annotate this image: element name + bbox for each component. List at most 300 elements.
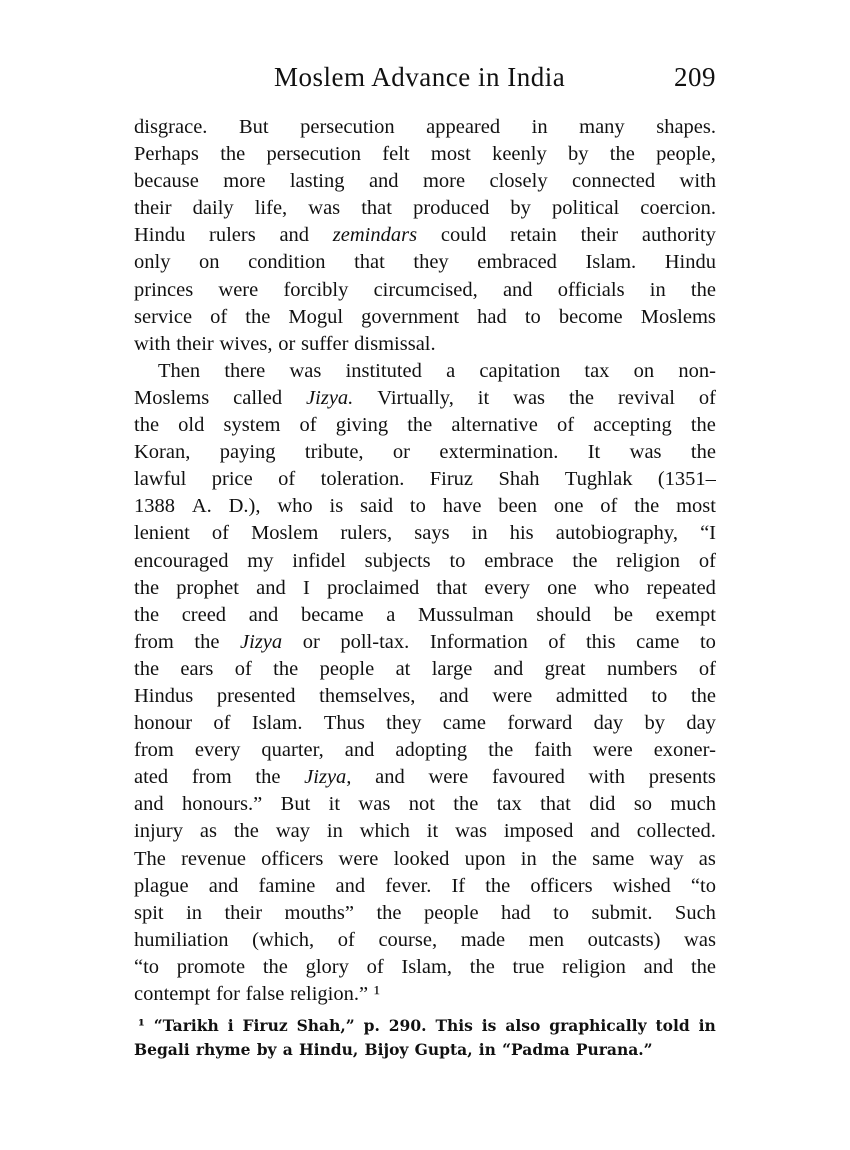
word: condition	[248, 251, 326, 274]
word: submit.	[591, 901, 653, 924]
word: was	[358, 793, 391, 816]
word: Shah	[498, 468, 540, 491]
word: and	[335, 874, 366, 897]
word: revenue	[181, 847, 246, 870]
word: contempt	[134, 983, 211, 1005]
word: from	[134, 739, 174, 762]
word: most	[676, 495, 716, 518]
word: was	[455, 820, 487, 843]
footnote-line	[134, 1038, 716, 1062]
word: repeated	[646, 576, 716, 599]
body-text	[134, 114, 716, 1008]
word: creed	[181, 603, 227, 626]
word: persecution	[300, 116, 395, 138]
word: to	[524, 305, 541, 328]
word: of	[557, 414, 575, 437]
word: Begali	[134, 1040, 190, 1060]
word: Such	[674, 901, 716, 924]
word: have	[442, 495, 482, 518]
word: the	[609, 143, 635, 166]
word: came	[636, 630, 680, 653]
word: that	[354, 251, 385, 274]
word: (1351–	[657, 468, 716, 491]
word: it	[477, 386, 490, 409]
text-line	[134, 466, 716, 493]
word: with	[588, 766, 625, 789]
word: and	[375, 766, 405, 789]
word: Mussulman	[417, 603, 514, 626]
word: infidel	[292, 549, 346, 572]
word: The	[134, 847, 166, 870]
word: life,	[254, 197, 288, 220]
word: old	[178, 414, 205, 437]
word: not	[408, 793, 435, 816]
word: “Tarikh	[153, 1016, 219, 1036]
text-line	[134, 575, 716, 602]
word: (which,	[252, 928, 315, 951]
word: Hindu	[134, 224, 186, 247]
word: religion	[562, 955, 626, 978]
word: circumcised,	[373, 278, 478, 301]
word: as	[199, 820, 217, 843]
word: spit	[134, 901, 164, 924]
word: much	[670, 793, 716, 816]
word: Islam.	[585, 251, 637, 274]
word: false	[245, 983, 285, 1005]
word: that	[540, 793, 571, 816]
word: also	[505, 1016, 541, 1036]
word: Shah,”	[296, 1016, 355, 1036]
text-line	[134, 764, 716, 791]
word: and	[256, 576, 286, 599]
word: only	[134, 251, 171, 274]
word: exoner-	[653, 739, 716, 762]
word: was	[684, 928, 716, 951]
word: the	[134, 576, 160, 599]
word: at	[395, 657, 411, 680]
word: proclaimed	[326, 576, 420, 599]
word: one	[553, 495, 584, 518]
word: adopting	[395, 739, 468, 762]
word: poll-tax.	[340, 630, 410, 653]
word: ¹	[138, 1016, 145, 1036]
word: religion	[616, 549, 681, 572]
word: had	[501, 901, 531, 924]
word: on	[633, 359, 655, 382]
text-line	[134, 277, 716, 304]
word: were	[492, 684, 533, 707]
word: the	[453, 793, 479, 816]
word: and	[208, 874, 239, 897]
word: 1388	[134, 495, 175, 518]
word: for	[216, 983, 240, 1005]
word: the	[134, 414, 160, 437]
word: political	[552, 197, 620, 220]
word: on	[199, 251, 220, 274]
word: the	[690, 684, 716, 707]
text-line	[134, 900, 716, 927]
word: or	[392, 441, 410, 464]
word: or	[302, 630, 320, 653]
word: Firuz	[429, 468, 474, 491]
word: and	[248, 603, 279, 626]
word: of	[278, 468, 296, 491]
word: embrace	[484, 549, 554, 572]
word: Purana.”	[575, 1040, 653, 1060]
text-line	[134, 222, 716, 249]
word: tribute,	[304, 441, 364, 464]
word: admitted	[555, 684, 628, 707]
text-line	[134, 548, 716, 575]
word: revival	[617, 386, 675, 409]
word: by	[644, 712, 665, 735]
word: my	[247, 549, 274, 572]
word: Virtually,	[377, 386, 454, 409]
word: the	[194, 630, 220, 653]
text-line	[134, 412, 716, 439]
word: i	[227, 1016, 234, 1036]
word: humiliation	[134, 928, 229, 951]
text-line	[134, 520, 716, 547]
text-line	[134, 195, 716, 222]
word: daily	[192, 197, 234, 220]
word: were	[338, 847, 379, 870]
word: way	[275, 820, 310, 843]
text-line	[134, 168, 716, 195]
word: honours.”	[181, 793, 263, 816]
word: graphically	[549, 1016, 647, 1036]
word: A.	[191, 495, 212, 518]
word: the	[273, 657, 299, 680]
word: did	[589, 793, 616, 816]
word: glory	[305, 955, 349, 978]
word: officers	[261, 847, 324, 870]
word: the	[262, 955, 288, 978]
word: Jizya,	[304, 766, 352, 789]
word: dismissal.	[354, 332, 436, 355]
text-line	[134, 385, 716, 412]
word: men	[528, 928, 564, 951]
word: subjects	[364, 549, 431, 572]
word: produced	[413, 197, 490, 220]
word: price	[211, 468, 253, 491]
word: that	[436, 576, 468, 599]
word: every	[194, 739, 241, 762]
word: 290.	[388, 1016, 427, 1036]
word: imposed	[503, 820, 574, 843]
word: in	[698, 1016, 716, 1036]
word: is	[481, 1016, 497, 1036]
footnote-line	[134, 1014, 716, 1038]
word: encouraged	[134, 549, 229, 572]
text-line	[134, 358, 716, 385]
text-line	[134, 602, 716, 629]
word: extermination.	[439, 441, 559, 464]
text-line	[134, 791, 716, 818]
word: and	[134, 793, 164, 816]
word: connected	[572, 170, 656, 193]
word: this	[585, 630, 616, 653]
word: by	[256, 1040, 277, 1060]
word: to	[449, 549, 466, 572]
page-number: 209	[674, 62, 716, 92]
word: Tughlak	[564, 468, 633, 491]
word: injury	[134, 820, 183, 843]
word: persecution	[266, 143, 362, 166]
word: day	[686, 712, 716, 735]
word: be	[613, 603, 633, 626]
text-line	[134, 249, 716, 276]
word: rhyme	[195, 1040, 251, 1060]
word: and	[368, 170, 399, 193]
word: closely	[489, 170, 548, 193]
word: wives,	[219, 332, 273, 355]
word: more	[223, 170, 266, 193]
word: D.),	[228, 495, 261, 518]
word: it	[328, 793, 341, 816]
word: presented	[216, 684, 296, 707]
word: Moslems	[134, 386, 210, 409]
word: prophet	[176, 576, 239, 599]
word: government	[361, 305, 460, 328]
word: plague	[134, 874, 189, 897]
word: same	[592, 847, 635, 870]
word: with	[134, 332, 171, 355]
text-line	[134, 927, 716, 954]
word: by	[510, 197, 531, 220]
word: way	[649, 847, 684, 870]
word: became	[300, 603, 364, 626]
word: Mogul	[288, 305, 344, 328]
word: the	[376, 901, 402, 924]
word: in	[520, 847, 537, 870]
word: ears	[180, 657, 214, 680]
word: people	[423, 901, 479, 924]
word: system	[223, 414, 281, 437]
word: capitation	[479, 359, 561, 382]
word: were	[428, 766, 469, 789]
word: they	[413, 251, 449, 274]
word: the	[488, 739, 514, 762]
word: of	[366, 955, 384, 978]
word: rulers,	[340, 522, 393, 545]
word: lawful	[134, 468, 187, 491]
word: from	[134, 630, 174, 653]
word: large	[431, 657, 473, 680]
word: their	[224, 901, 263, 924]
word: should	[536, 603, 591, 626]
word: in	[478, 1040, 496, 1060]
word: If	[451, 874, 466, 897]
word: and	[439, 684, 469, 707]
word: says	[414, 522, 450, 545]
word: most	[430, 143, 471, 166]
word: shapes.	[656, 116, 716, 138]
word: in	[471, 522, 488, 545]
word: autobiography,	[555, 522, 678, 545]
word: their	[580, 224, 619, 247]
word: the	[220, 143, 246, 166]
word: officers	[530, 874, 593, 897]
word: of	[600, 495, 618, 518]
word: so	[633, 793, 653, 816]
word: felt	[382, 143, 410, 166]
word: every	[484, 576, 530, 599]
word: and	[643, 955, 674, 978]
word: more	[422, 170, 466, 193]
word: is	[329, 495, 344, 518]
word: faith	[534, 739, 572, 762]
word: keenly	[492, 143, 547, 166]
word: honour	[134, 712, 193, 735]
word: the	[568, 386, 595, 409]
word: with	[679, 170, 716, 193]
word: authority	[641, 224, 716, 247]
word: promote	[176, 955, 246, 978]
word: exempt	[655, 603, 716, 626]
book-page	[134, 58, 716, 1062]
text-line	[134, 683, 716, 710]
word: people	[319, 657, 375, 680]
word: of	[698, 386, 716, 409]
word: their	[134, 197, 172, 220]
word: “Padma	[502, 1040, 570, 1060]
word: the	[134, 657, 160, 680]
word: that	[361, 197, 392, 220]
word: one	[547, 576, 577, 599]
word: the	[690, 278, 716, 301]
word: in	[649, 278, 666, 301]
text-line	[134, 846, 716, 873]
word: paying	[219, 441, 276, 464]
word: by	[568, 143, 589, 166]
word: was	[308, 197, 341, 220]
word: officials	[557, 278, 625, 301]
word: “I	[700, 522, 716, 545]
word: was	[289, 359, 322, 382]
word: become	[558, 305, 623, 328]
word: Koran,	[134, 441, 191, 464]
word: and	[493, 657, 524, 680]
word: or	[278, 332, 296, 355]
word: numbers	[606, 657, 678, 680]
word: a	[446, 359, 456, 382]
word: made	[460, 928, 506, 951]
word: Jizya.	[306, 386, 354, 409]
word: course,	[378, 928, 438, 951]
word: a	[282, 1040, 293, 1060]
word: famine	[258, 874, 316, 897]
word: true	[512, 955, 545, 978]
word: were	[218, 278, 259, 301]
word: non-	[678, 359, 716, 382]
text-line	[134, 629, 716, 656]
word: themselves,	[319, 684, 416, 707]
word: of	[234, 657, 252, 680]
word: alternative	[451, 414, 538, 437]
word: to	[699, 630, 716, 653]
word: to	[553, 901, 570, 924]
word: the	[690, 441, 716, 464]
word: many	[579, 116, 625, 138]
word: day	[593, 712, 624, 735]
word: toleration.	[320, 468, 405, 491]
word: his	[509, 522, 534, 545]
word: to	[651, 684, 668, 707]
word: wished	[612, 874, 671, 897]
word: Then	[158, 359, 201, 382]
text-line	[134, 954, 716, 981]
word: religion.”	[290, 983, 369, 1005]
word: of	[299, 414, 317, 437]
word: the	[407, 414, 433, 437]
word: the	[485, 874, 511, 897]
word: Thus	[323, 712, 365, 735]
text-line	[134, 439, 716, 466]
word: tax	[584, 359, 610, 382]
word: which	[359, 820, 410, 843]
word: forcibly	[283, 278, 349, 301]
word: rulers	[209, 224, 256, 247]
word: mouths”	[284, 901, 354, 924]
word: ated	[134, 766, 169, 789]
word: of	[337, 928, 355, 951]
text-line	[134, 737, 716, 764]
word: of	[698, 549, 716, 572]
word: fever.	[385, 874, 432, 897]
text-line	[134, 710, 716, 737]
word: looked	[393, 847, 450, 870]
word: and	[590, 820, 620, 843]
word: it	[426, 820, 439, 843]
word: But	[280, 793, 311, 816]
word: had	[477, 305, 507, 328]
word: outcasts)	[587, 928, 661, 951]
word: the	[134, 603, 160, 626]
word: retain	[510, 224, 557, 247]
word: was	[629, 441, 662, 464]
word: presents	[648, 766, 716, 789]
word: upon	[464, 847, 506, 870]
word: quarter,	[261, 739, 324, 762]
text-line	[134, 873, 716, 900]
word: I	[302, 576, 310, 599]
footnote	[134, 1014, 716, 1062]
word: of	[210, 305, 228, 328]
text-line	[134, 141, 716, 168]
word: people,	[656, 143, 716, 166]
word: said	[360, 495, 394, 518]
text-line	[134, 331, 716, 358]
word: the	[469, 955, 495, 978]
word: appeared	[426, 116, 501, 138]
word: and	[279, 224, 310, 247]
word: there	[224, 359, 266, 382]
word: could	[440, 224, 487, 247]
word: collected.	[636, 820, 716, 843]
text-line	[134, 114, 716, 141]
word: the	[572, 549, 598, 572]
word: p.	[363, 1016, 380, 1036]
word: the	[551, 847, 577, 870]
word: to	[409, 495, 426, 518]
text-line	[134, 981, 716, 1008]
word: came	[442, 712, 487, 735]
text-line	[134, 656, 716, 683]
word: and	[344, 739, 375, 762]
word: their	[176, 332, 214, 355]
word: It	[587, 441, 601, 464]
